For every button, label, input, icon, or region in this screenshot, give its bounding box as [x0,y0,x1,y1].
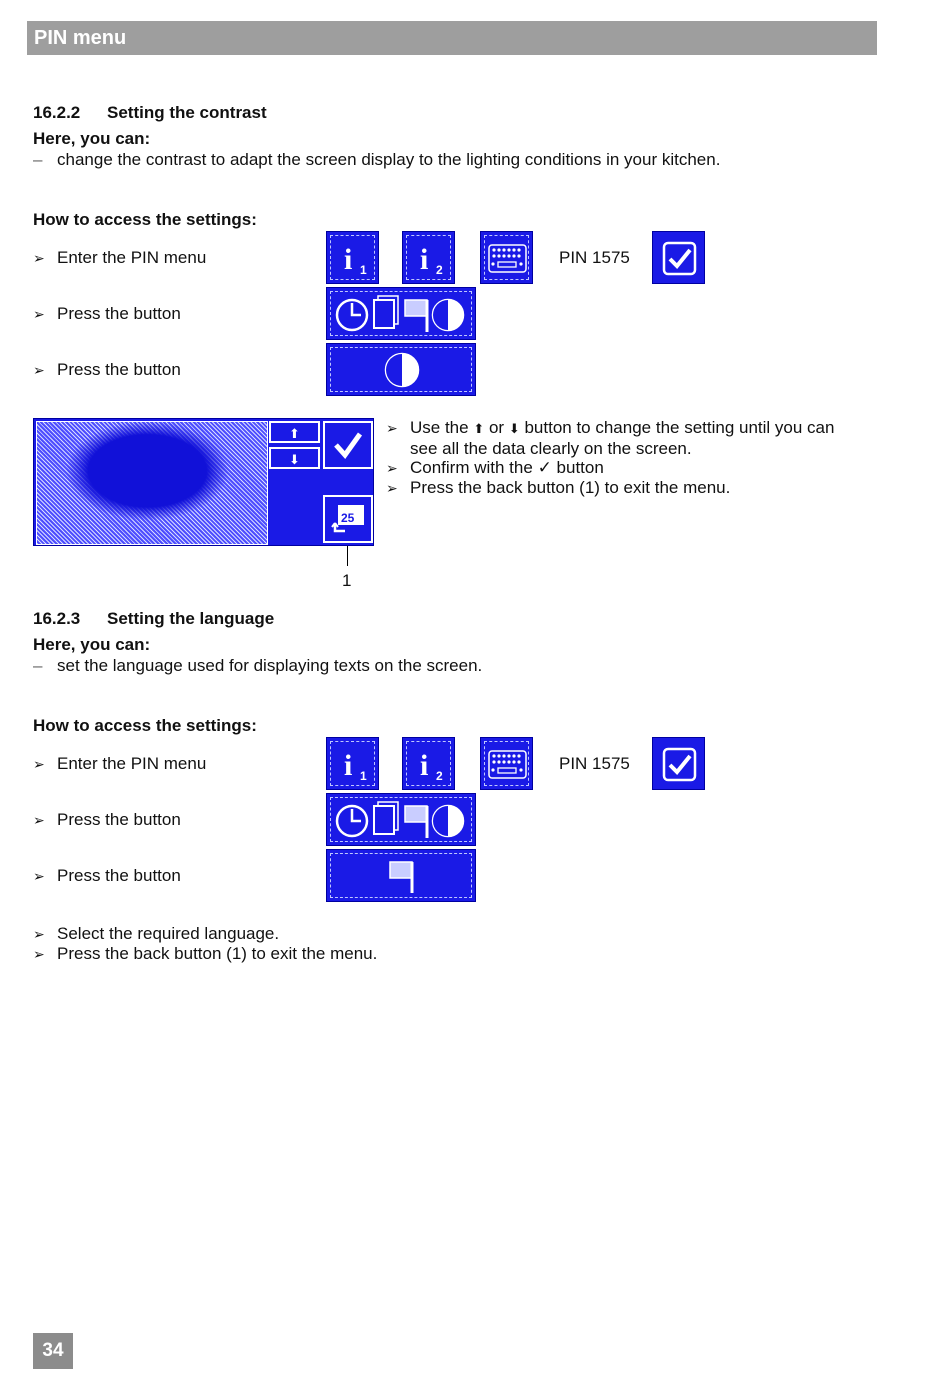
page-icon [374,802,398,834]
clock-icon [337,300,367,330]
section-heading-language [33,609,274,629]
here-label: Here, you can: [33,129,151,148]
back-button[interactable] [323,495,373,543]
page-number: 34 [33,1333,73,1369]
svg-text:i: i [420,243,429,276]
arrow-bullet-icon: ➢ [33,362,45,378]
step-2: ➢ Press the button [33,304,181,323]
section-number: 16.2.3 [33,609,81,628]
page-header [27,21,877,55]
arrow-bullet-icon: ➢ [33,306,45,322]
contrast-screen [33,418,374,546]
callout-line [347,546,348,566]
settings-button[interactable] [326,287,476,340]
svg-text:25: 25 [341,511,355,525]
down-button[interactable] [269,447,320,469]
clock-icon [337,806,367,836]
svg-text:2: 2 [436,769,443,783]
arrow-bullet-icon: ➢ [386,480,398,496]
arrow-bullet-icon: ➢ [33,756,45,772]
instruction-use: ➢ Use the ⬆ or ⬇ button to change the setting until you can see all the data clearly on the screen. [386,418,835,458]
keypad-button[interactable] [480,231,533,284]
up-arrow-icon: ⬆ [289,426,300,441]
keypad-icon [481,232,534,285]
final-step-2: ➢ Press the back button (1) to exit the menu. [33,944,378,963]
down-arrow-icon: ⬇ [508,421,520,436]
info2-button[interactable] [402,231,455,284]
svg-text:1: 1 [360,263,367,277]
callout-label: 1 [342,571,352,590]
info2-icon [403,232,456,285]
info1-icon [327,232,380,285]
svg-text:1: 1 [360,769,367,783]
back-icon [325,497,371,541]
arrow-bullet-icon: ➢ [386,420,398,436]
page-icon [374,296,398,328]
info2-button[interactable] [402,737,455,790]
contrast-preview-image [36,421,268,545]
svg-text:i: i [344,749,353,782]
checkmark-icon [653,738,706,791]
section-heading-contrast [33,103,267,123]
keypad-button[interactable] [480,737,533,790]
screen-confirm-button[interactable] [323,421,373,469]
contrast-icon [327,344,477,397]
checkmark-icon [653,232,706,285]
access-label: How to access the settings: [33,210,257,229]
contrast-button[interactable] [326,343,476,396]
step-2: ➢ Press the button [33,810,181,829]
checkmark-icon [325,423,371,467]
svg-text:i: i [344,243,353,276]
arrow-bullet-icon: ➢ [33,926,45,942]
up-arrow-icon: ⬆ [473,421,485,436]
language-button[interactable] [326,849,476,902]
arrow-bullet-icon: ➢ [386,460,398,476]
here-item: – change the contrast to adapt the screen display to the lighting conditions in your kitchen. [33,150,721,169]
page-header-title: PIN menu [34,27,127,49]
flag-icon [405,300,427,332]
access-label: How to access the settings: [33,716,257,735]
section-number: 16.2.2 [33,103,81,122]
confirm-button[interactable] [652,231,705,284]
pin-text: PIN 1575 [559,754,630,773]
info2-icon [403,738,456,791]
svg-text:2: 2 [436,263,443,277]
here-item: – set the language used for displaying texts on the screen. [33,656,483,675]
pin-text: PIN 1575 [559,248,630,267]
section-title: Setting the language [107,609,275,628]
flag-icon [327,850,477,903]
arrow-bullet-icon: ➢ [33,812,45,828]
contrast-icon [433,300,463,330]
arrow-bullet-icon: ➢ [33,946,45,962]
arrow-bullet-icon: ➢ [33,250,45,266]
step-3: ➢ Press the button [33,360,181,379]
step-1: ➢ Enter the PIN menu [33,754,207,773]
info1-icon [327,738,380,791]
confirm-button[interactable] [652,737,705,790]
down-arrow-icon: ⬇ [289,452,300,467]
step-1: ➢ Enter the PIN menu [33,248,207,267]
contrast-icon [433,806,463,836]
final-step-1: ➢ Select the required language. [33,924,280,943]
section-title: Setting the contrast [107,103,267,122]
info1-button[interactable] [326,737,379,790]
info1-button[interactable] [326,231,379,284]
step-3: ➢ Press the button [33,866,181,885]
here-label: Here, you can: [33,635,151,654]
flag-icon [405,806,427,838]
instruction-back: ➢ Press the back button (1) to exit the menu. [386,478,731,497]
checkmark-icon: ✓ [537,458,552,477]
instruction-confirm: ➢ Confirm with the ✓ button [386,458,604,477]
settings-button[interactable] [326,793,476,846]
arrow-bullet-icon: ➢ [33,868,45,884]
keypad-icon [481,738,534,791]
up-button[interactable] [269,421,320,443]
svg-text:i: i [420,749,429,782]
